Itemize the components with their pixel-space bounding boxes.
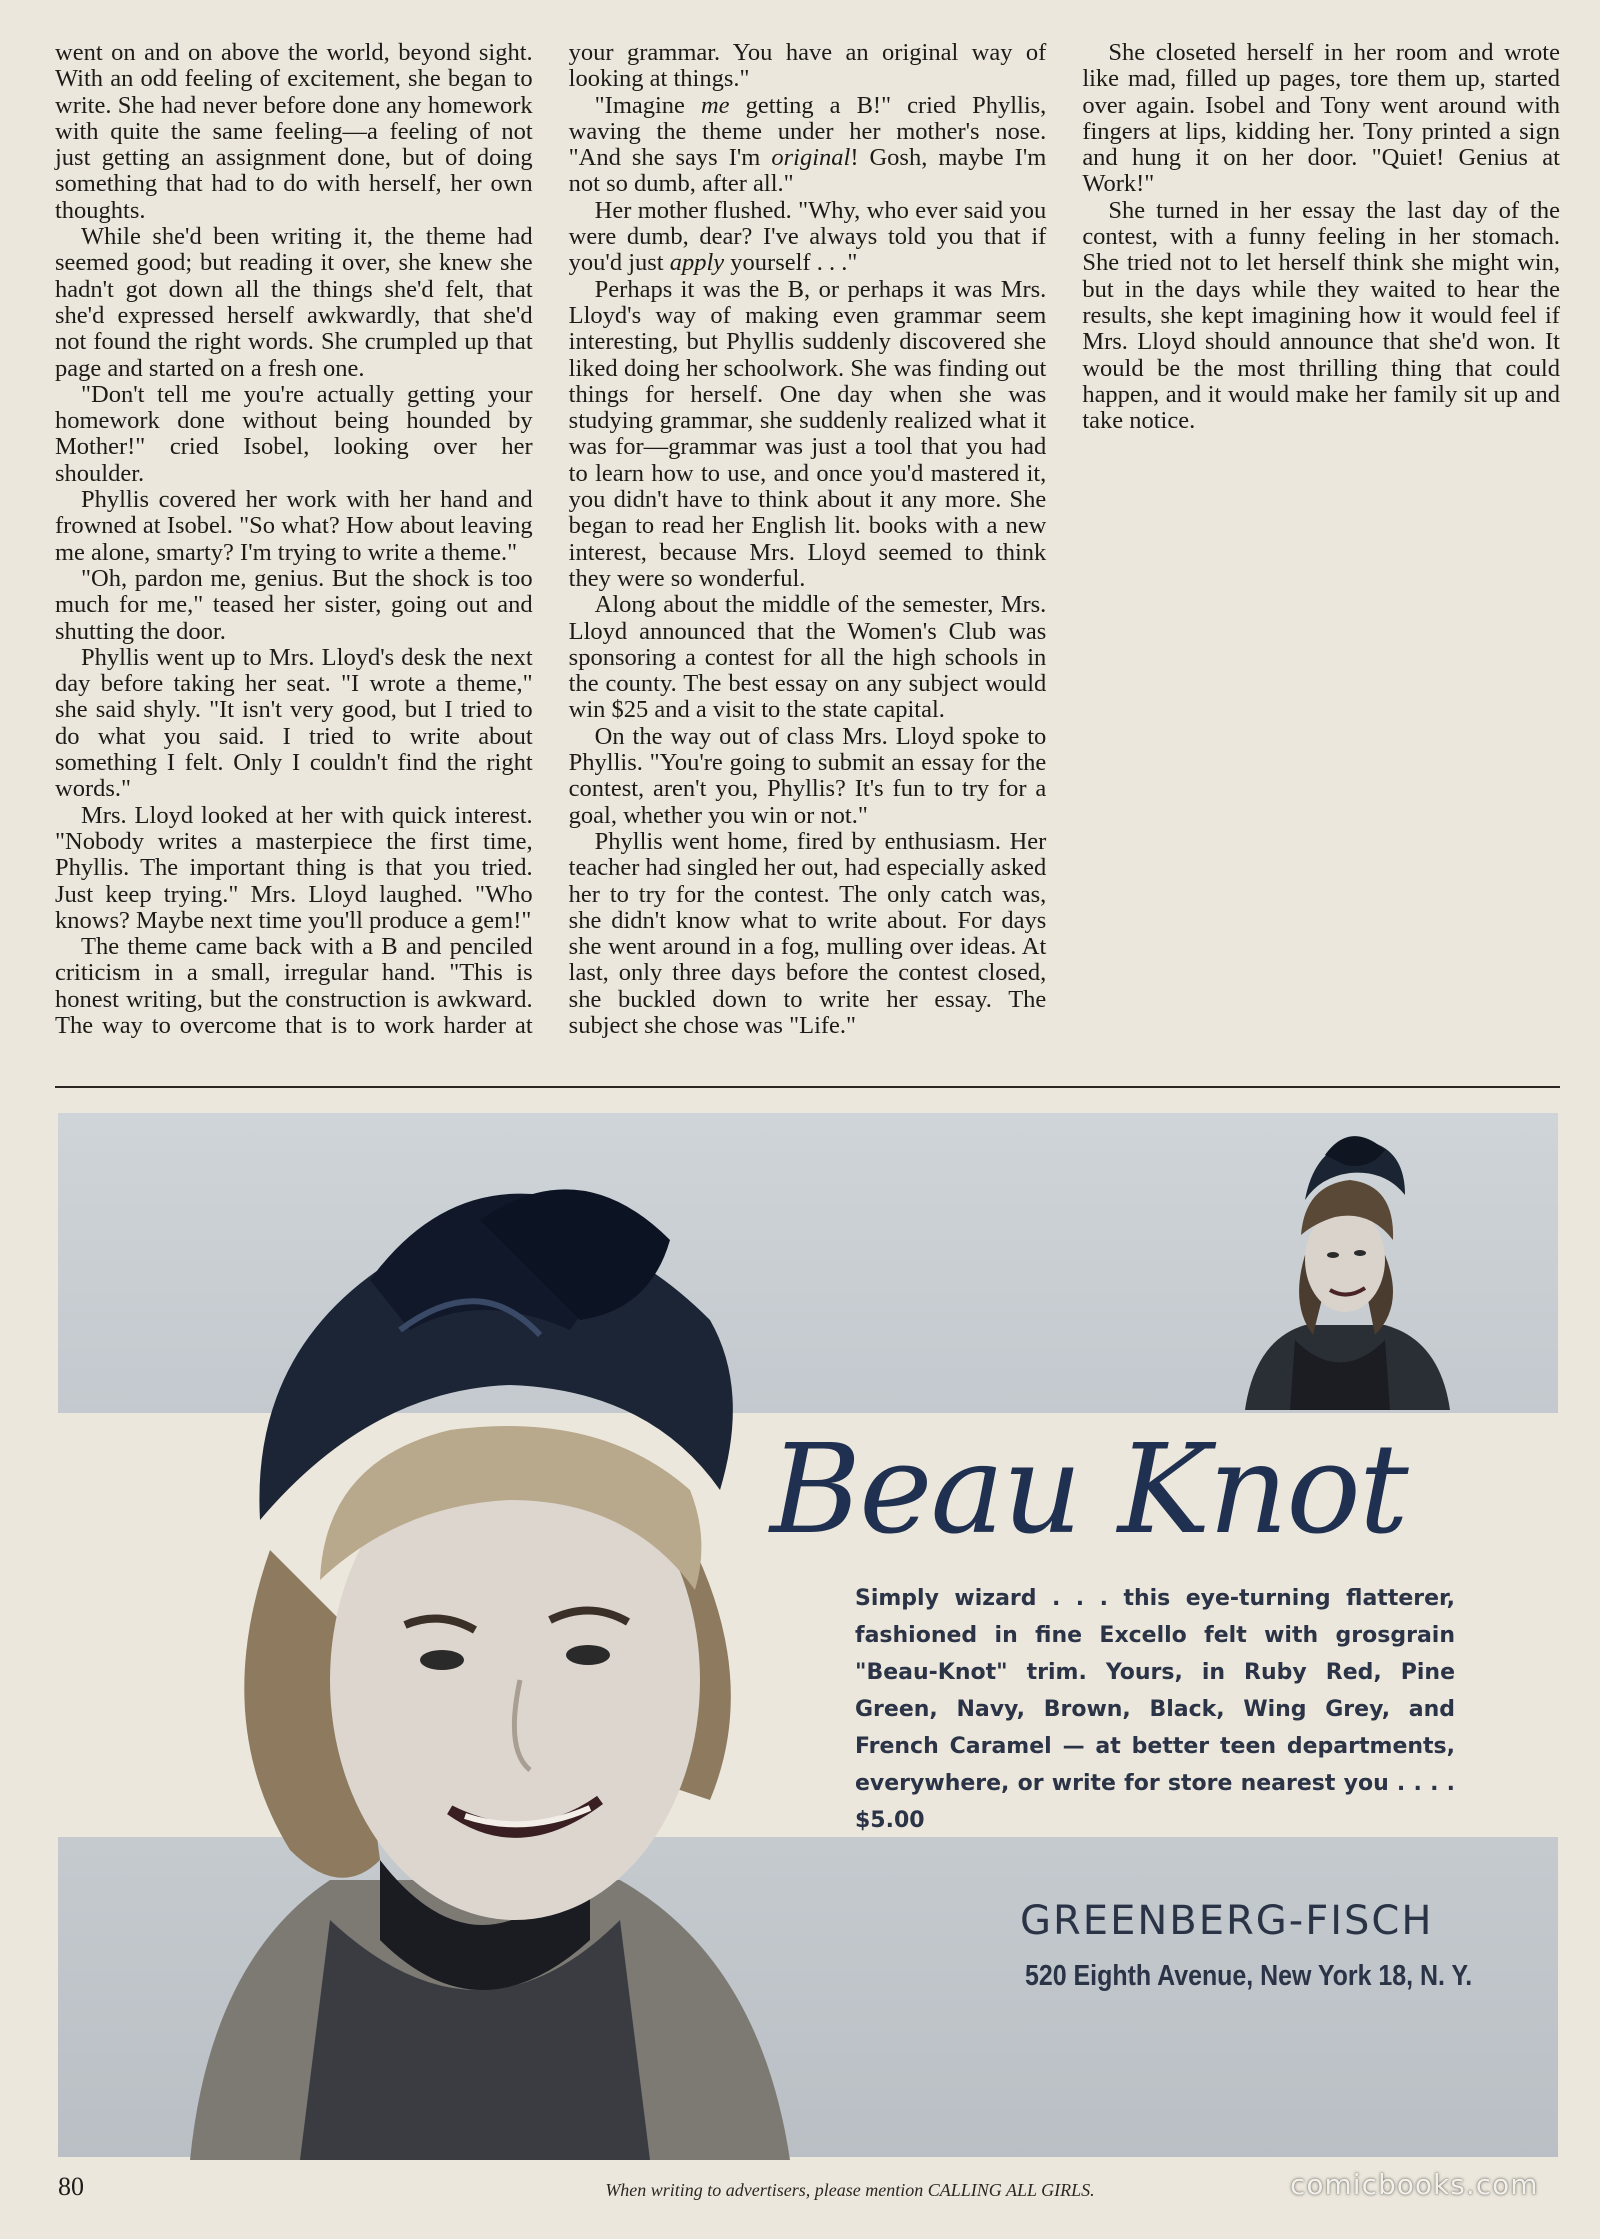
text-run: getting a B!" cried Phyllis, waving the theme under her mother's nose. "And she says I'm (568, 91, 1047, 172)
ad-copy: Simply wizard . . . this eye-turning flatterer, fashioned in fine Excello felt with grosgrain "Beau-Knot" trim. Yours, in Ruby Red, Pine Green, Navy, Brown, Black, Wing Grey, and French Caramel — at better teen departments, everywhere, or write for store nearest you . . . . $5.00 (855, 1586, 1455, 1833)
story-paragraph (569, 93, 1047, 198)
section-divider (55, 1086, 1560, 1088)
story-paragraph: Mrs. Lloyd looked at her with quick interest. "Nobody writes a masterpiece the first time, Phyllis. The important thing is that you tried. Just keep trying." Mrs. Lloyd laughed. "Who knows? Maybe next time you'll produce a gem!" (55, 801, 533, 934)
ad-headline: Beau Knot (770, 1418, 1407, 1562)
story-paragraph: Phyllis went up to Mrs. Lloyd's desk the next day before taking her seat. "I wrote a theme," she said shyly. "It isn't very good, but I tried to do what you said. I tried to write about something I felt. Only I couldn't find the right words." (55, 643, 533, 803)
page-number: 80 (58, 2172, 84, 2201)
story-paragraph: went on and on above the world, beyond sight. With an odd feeling of excitement, she began to write. She had never before done any homework with quite the same feeling—a feeling of not just getting an assignment done, but of doing something that had to do with herself, her own thoughts. (55, 39, 533, 224)
story-paragraph: She turned in her essay the last day of the contest, with a funny feeling in her stomach. She tried not to let herself think she might win, but in the days while they waited to hear the results, she kept imagining how it would feel if Mrs. Lloyd should announce that she'd won. It would be the most thrilling thing that could happen, and it would make her family sit up and take notice. (1082, 196, 1560, 435)
story-paragraph: Phyllis went home, fired by enthusiasm. Her teacher had singled her out, had especially asked her to try for the contest. The only catch was, she didn't know what to write about. For days she went around in a fog, mulling over ideas. At last, only three days before the contest closed, she buckled down to write her essay. The subject she chose was "Life." (568, 827, 1047, 1039)
story-paragraph: "Oh, pardon me, genius. But the shock is too much for me," teased her sister, going out and shutting the door. (55, 564, 533, 645)
text-run: "Imagine (594, 91, 701, 119)
story-paragraph: Along about the middle of the semester, Mrs. Lloyd announced that the Women's Club was sponsoring a contest for all the high schools in the county. The best essay on any subject would win $25 and a visit to the state capital. (568, 591, 1047, 724)
story-paragraph: Perhaps it was the B, or perhaps it was Mrs. Lloyd's way of making even grammar seem interesting, but Phyllis suddenly discovered she liked doing her schoolwork. She was finding out things for herself. One day when she was studying grammar, she suddenly realized what it was for—grammar was just a tool that you had to learn how to use, and once you'd mastered it, you didn't have to think about it any more. She began to read her English lit. books with a new interest, because Mrs. Lloyd seemed to think they were so wonderful. (568, 275, 1047, 592)
story-paragraph: On the way out of class Mrs. Lloyd spoke to Phyllis. "You're going to submit an essay for the contest, aren't you, Phyllis? It's fun to try for a goal, whether you win or not." (568, 722, 1047, 829)
story-paragraph: The theme came back with a B and penciled criticism in a small, irregular hand. "This is honest writing, but the construction is awkward. The way to overcome that is to work harder at your grammar. You have an original way of looking at things." (55, 39, 1047, 1039)
model-portrait (150, 1160, 810, 2160)
company-name: GREENBERG-FISCH (1020, 1898, 1434, 1944)
inset-photo (1235, 1125, 1450, 1410)
story-columns (55, 40, 1560, 1075)
text-run: yourself . . ." (724, 249, 858, 277)
story-paragraph (569, 198, 1047, 277)
company-address: 520 Eighth Avenue, New York 18, N. Y. (1025, 1960, 1473, 1992)
story-paragraph: Phyllis covered her work with her hand and frowned at Isobel. "So what? How about leaving me alone, smarty? I'm trying to write a theme." (55, 486, 533, 566)
emphasis: original (771, 144, 851, 172)
text-run: ! Gosh, maybe I'm not so dumb, after all." (568, 144, 1047, 198)
watermark: comicbooks.com (1290, 2168, 1539, 2201)
emphasis: apply (669, 249, 725, 277)
story-paragraph: She closeted herself in her room and wrote like mad, filled up pages, tore them up, started over again. Isobel and Tony went around with fingers at lips, kidding her. Tony printed a sign and hung it on her door. "Quiet! Genius at Work!" (1082, 39, 1560, 198)
emphasis: me (700, 91, 730, 119)
text-run: Her mother flushed. "Why, who ever said you were dumb, dear? I've always told you that if you'd just (568, 196, 1047, 277)
advertiser-note: When writing to advertisers, please mention CALLING ALL GIRLS. (605, 2180, 1095, 2200)
story-paragraph: "Don't tell me you're actually getting your homework done without being hounded by Mother!" cried Isobel, looking over her shoulder. (55, 380, 533, 487)
story-paragraph: While she'd been writing it, the theme had seemed good; but reading it over, she knew she hadn't got down all the things she'd felt, that she'd expressed herself awkwardly, that she'd not found the right words. She crumpled up that page and started on a fresh one. (55, 223, 533, 382)
